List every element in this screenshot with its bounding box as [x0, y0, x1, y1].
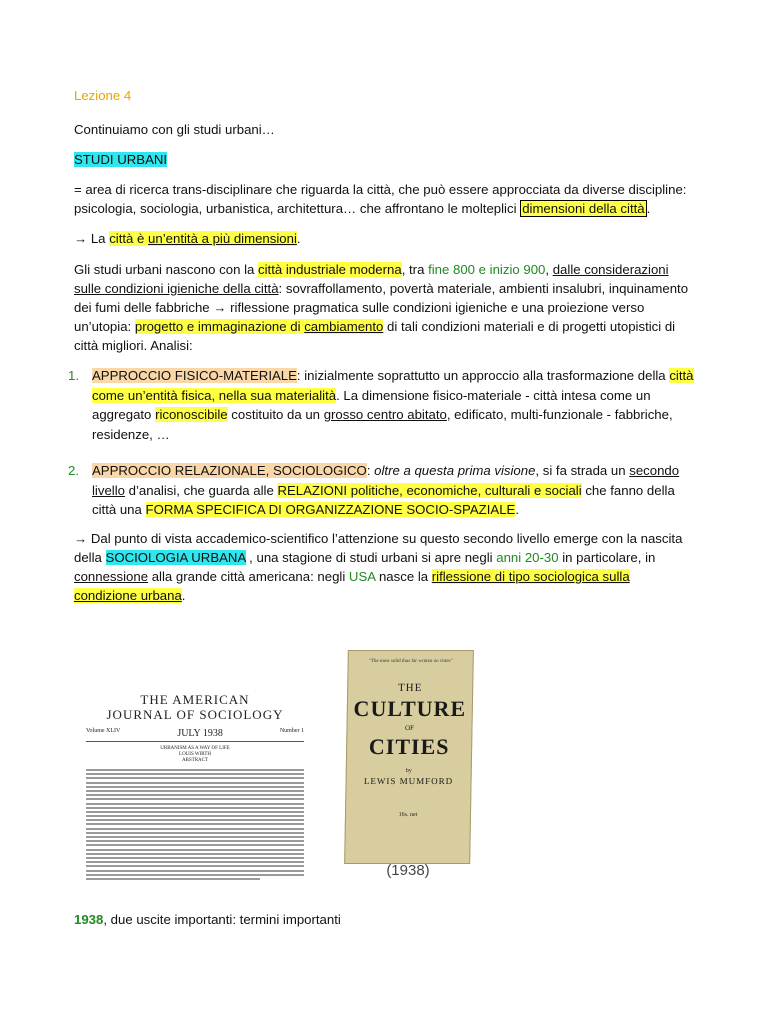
lesson-label: Lezione 4 — [74, 88, 132, 103]
book-price: 16s. net — [398, 812, 418, 818]
para-d: fine 800 e inizio 900 — [428, 262, 546, 277]
item2-c: oltre a questa prima visione — [374, 463, 536, 478]
item2-e: secondo livello — [92, 463, 680, 498]
para-b: città industriale moderna — [258, 262, 402, 277]
list-item-2 — [68, 461, 694, 520]
book-title-the: THE — [397, 682, 423, 694]
para-a: Gli studi urbani nascono con la — [74, 262, 259, 277]
book-by: by — [405, 768, 412, 774]
arrow1-a: → La — [74, 231, 110, 246]
para2-j: riflessione di tipo sociologica sulla condizione urbana — [74, 569, 630, 603]
caption-text: , due uscite importanti: termini importanti — [103, 912, 341, 927]
origins-paragraph — [74, 260, 694, 355]
sociology-paragraph — [74, 529, 694, 605]
list-number-1: 1. — [68, 368, 79, 383]
item2-h: che fanno della città una — [92, 482, 675, 517]
item2-i: FORMA SPECIFICA DI ORGANIZZAZIONE SOCIO-SPAZIALE — [145, 502, 516, 517]
para-f: dalle considerazioni sulle condizioni igieniche della città — [74, 262, 669, 296]
item1-d: . La dimensione fisico-materiale - città intesa come un aggregato — [92, 387, 651, 422]
para-j: di tali condizioni materiali e di progetti utopistici di città migliori. Analisi: — [74, 319, 676, 353]
item2-f: d’analisi, che guarda alle — [124, 482, 278, 498]
para2-g: alla grande città americana: negli — [148, 569, 349, 584]
para2-e: in particolare, in — [558, 550, 656, 565]
list-number-2: 2. — [68, 463, 79, 478]
para-h: progetto e immaginazione di — [134, 319, 305, 334]
item1-b: : inizialmente soprattutto un approccio alla trasformazione della — [296, 368, 670, 383]
journal-author: LOUIS WIRTH — [179, 752, 211, 757]
book-title-culture: CULTURE — [353, 696, 467, 721]
book-title-cities: CITIES — [368, 734, 450, 759]
journal-abstract-label: ABSTRACT — [181, 758, 209, 763]
caption — [74, 910, 694, 929]
book-cover-image — [344, 650, 474, 864]
arrow1-c: un’entità a più dimensioni — [148, 231, 297, 246]
book-quote: "The most solid thus far written on cities" — [368, 659, 453, 664]
def-end: . — [646, 201, 651, 216]
item2-b: : — [366, 463, 375, 478]
journal-text-lines — [86, 769, 304, 880]
para-g: : sovraffollamento, povertà materiale, ambienti insalubri, inquinamento dei fumi delle fabbriche → riflessione pragmatica sulle condizioni igieniche e una proiezione verso un’utopia: — [74, 281, 689, 334]
item2-d: , si fa strada un — [535, 463, 630, 478]
item1-a: APPROCCIO FISICO-MATERIALE — [92, 368, 297, 383]
para2-k: . — [181, 588, 186, 603]
heading-text: STUDI URBANI — [74, 152, 168, 167]
item1-g: grosso centro abitato — [323, 407, 447, 422]
def-highlight: dimensioni della città — [522, 201, 645, 216]
para-i: cambiamento — [304, 319, 384, 334]
arrow1-b: città è — [109, 231, 149, 246]
para2-b: SOCIOLOGIA URBANA — [105, 550, 246, 565]
journal-title-2: JOURNAL OF SOCIOLOGY — [106, 707, 284, 722]
para-c: , tra — [401, 262, 429, 277]
para2-i: nasce la — [375, 569, 432, 584]
book-year-label: (1938) — [386, 862, 430, 879]
arrow1-d: . — [296, 231, 301, 246]
journal-article-title: URBANISM AS A WAY OF LIFE — [160, 746, 230, 751]
definition-paragraph — [74, 180, 694, 218]
journal-date: JULY 1938 — [177, 728, 223, 739]
intro-line: Continuiamo con gli studi urbani… — [74, 122, 275, 137]
section-heading — [74, 150, 694, 169]
journal-volume: Volume XLIV — [86, 728, 121, 734]
journal-number: Number 1 — [279, 728, 304, 734]
para2-c: , una stagione di studi urbani si apre negli — [245, 550, 497, 565]
item1-e: riconoscibile — [155, 407, 228, 422]
book-title-of: OF — [404, 724, 415, 732]
para2-h: USA — [348, 569, 376, 584]
para-e: , — [545, 262, 553, 277]
para2-d: anni 20-30 — [496, 550, 559, 565]
list-item-1 — [68, 366, 694, 444]
journal-title-1: THE AMERICAN — [140, 692, 250, 707]
book-author: LEWIS MUMFORD — [363, 776, 454, 786]
para2-f: connessione — [74, 569, 149, 584]
arrow-line-1 — [74, 229, 694, 248]
item2-g: RELAZIONI politiche, economiche, culturali e sociali — [277, 482, 582, 498]
item1-c: città come un’entità fisica, nella sua materialità — [92, 368, 694, 403]
journal-meta-row — [86, 728, 304, 742]
item2-j: . — [515, 502, 519, 517]
item1-h: , edificato, multi-funzionale - fabbriche, residenze, … — [92, 407, 673, 442]
journal-cover-image — [80, 650, 310, 900]
def-text: = area di ricerca trans-disciplinare che riguarda la città, che può essere approcciata da diverse discipline: psicologia, sociologia, urbanistica, architettura… che affrontano le molteplici — [74, 182, 687, 216]
caption-year: 1938 — [74, 912, 104, 927]
item2-a: APPROCCIO RELAZIONALE, SOCIOLOGICO — [92, 463, 367, 478]
item1-f: costituito da un — [227, 407, 324, 422]
para2-a: → Dal punto di vista accademico-scientifico l’attenzione su questo secondo livello emerge con la nascita della — [74, 531, 683, 565]
